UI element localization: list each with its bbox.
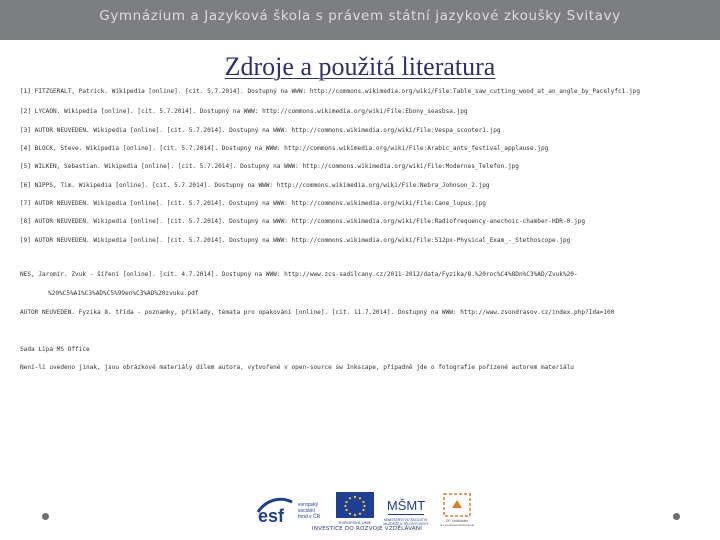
reference-1: [1] FITZGERALT, Patrick. Wikipedia [online]. [cit. 5.7.2014]. Dostupný na WWW: http://commons.wikimedia.org/wiki/File:Table_saw_cutting_wood_at_an_angle_by_Pacelyfc1.jpg [20,88,641,95]
svg-text:pro konkurenceschopnost: pro konkurenceschopnost [439,523,475,526]
reference-4: [4] BLOCK, Steve. Wikipedia [online]. [cit. 5.7.2014]. Dostupný na WWW: http://commons.wikimedia.org/wiki/File:Arabic_ants_festival_applause.jpg [20,145,549,152]
esf-logo [256,492,334,526]
slide-title-wrapper [0,52,720,82]
authorship-notice: Není-li uvedeno jinak, jsou obrázkové materiály dílem autora, vytvořené v open-source sw Inkscape, případně jde o fotografie pořízené autorem materiálu [20,364,574,371]
slide-title: Zdroje a použitá literatura [224,52,496,81]
reference-9: [9] AUTOR NEUVEDEN. Wikipedia [online]. [cit. 5.7.2014]. Dostupný na WWW: http://commons.wikimedia.org/wiki/File:512px-Physical_Exam_-_Stethoscope.jpg [20,237,571,244]
svg-text:sociální: sociální [298,508,315,514]
left-bullet-dot [42,513,49,520]
op-vk-logo [438,492,476,526]
esf-logo-text: esf [258,506,285,526]
footer-caption: INVESTICE DO ROZVOJE VZDĚLÁVÁNÍ [311,526,423,532]
reference-6: [6] NIPPS, Tim. Wikipedia [online]. [cit. 5.7.2014]. Dostupný na WWW: http://commons.wikimedia.org/wiki/File:Nebra_Johnson_2.jpg [20,182,490,189]
reference-2: [2] LYCAON. Wikipedia [online]. [cit. 5.7.2014]. Dostupný na WWW: http://commons.wikimedia.org/wiki/File:Ebony_seasbsa.jpg [20,108,468,115]
eu-flag-logo [336,492,374,526]
msmt-logo [376,492,436,526]
svg-text:EVROPSKÁ UNIE: EVROPSKÁ UNIE [338,520,372,525]
reference-5: [5] WILKEN, Sebastian. Wikipedia [online]. [cit. 5.7.2014]. Dostupný na WWW: http://commons.wikimedia.org/wiki/File:Modernes_Telefon.jpg [20,163,519,170]
software-note: Sada Lipa MS Office [20,346,90,353]
svg-text:evropský: evropský [298,502,319,508]
reference-autor: AUTOR NEUVEDEN. Fyzika 8. třída - poznamky, příklady, témata pro opakování [online]. [cit. 11.7.2014]. Dostupný na WWW: http://www.zsondrasov.cz/index.php?Ida=100 [20,309,615,316]
reference-nes-line2: %20%C5%A1%C3%AD%C5%99en%C3%AD%20zvuku.pdf [48,290,199,297]
svg-text:OP Vzdělávání: OP Vzdělávání [445,519,469,523]
svg-text:MLÁDEŽE A TĚLOVÝCHOVY: MLÁDEŽE A TĚLOVÝCHOVY [383,522,429,526]
reference-8: [8] AUTOR NEUVEDEN. Wikipedia [online]. [cit. 5.7.2014]. Dostupný na WWW: http://commons.wikimedia.org/wiki/File:Radiofrequency-anechoic-chamber-HDR-0.jpg [20,218,585,225]
reference-7: [7] AUTOR NEUVEDEN. Wikipedia [online]. [cit. 5.7.2014]. Dostupný na WWW: http://commons.wikimedia.org/wiki/File:Cane_lupus.jpg [20,200,486,207]
right-bullet-dot [673,513,680,520]
header-bar [0,0,720,40]
reference-nes-line1: NES, Jaromír. Zvuk - šíření [online]. [cit. 4.7.2014]. Dostupný na WWW: http://www.zcs-sadilcany.cz/2011-2012/data/Fyzika/8.%20roc%C4%8Dn%C3%AD/Zvuk%20- [20,271,578,278]
svg-text:fond v ČR: fond v ČR [298,514,321,520]
msmt-logo-text: MŠMT [386,498,426,513]
svg-text:MINISTERSTVO ŠKOLSTVÍ,: MINISTERSTVO ŠKOLSTVÍ, [384,518,428,522]
reference-3: [3] AUTOR NEUVEDEN. Wikipedia [online]. [cit. 5.7.2014]. Dostupný na WWW: http://commons.wikimedia.org/wiki/File:Vespa_scooter1.jpg [20,127,501,134]
school-name: Gymnázium a Jazyková škola s právem státní jazykové zkoušky Svitavy [99,8,621,24]
